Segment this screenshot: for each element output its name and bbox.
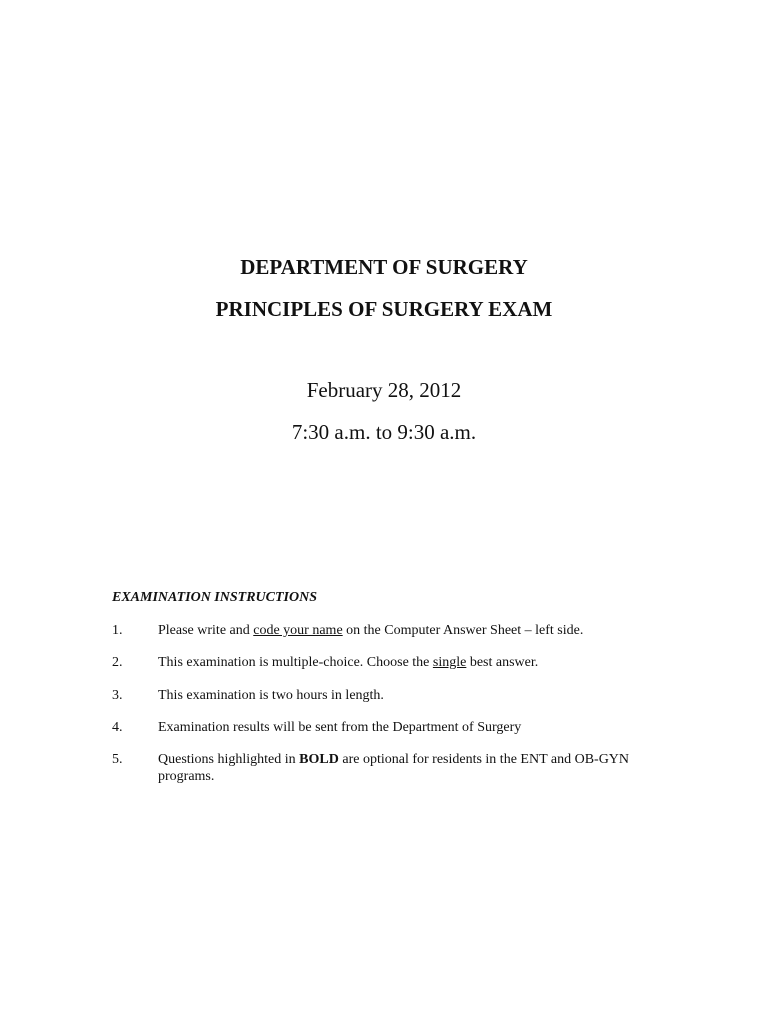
instruction-number: 3.	[112, 688, 123, 703]
instruction-text-part: Please write and	[158, 623, 254, 638]
instruction-text-part: are optional for residents in the ENT and OB-GYN programs.	[158, 752, 630, 784]
underlined-emphasis: single	[432, 655, 467, 670]
instruction-item-1	[112, 622, 652, 639]
instruction-number: 1.	[112, 623, 123, 638]
instruction-number: 2.	[112, 655, 123, 670]
exam-title: PRINCIPLES OF SURGERY EXAM	[215, 297, 553, 321]
instruction-text-part: best answer.	[466, 655, 539, 670]
exam-time: 7:30 a.m. to 9:30 a.m.	[291, 420, 477, 444]
instruction-item-5	[112, 751, 652, 785]
instruction-text	[158, 622, 652, 639]
instructions-heading: EXAMINATION INSTRUCTIONS	[112, 590, 317, 605]
instruction-item-2	[112, 654, 652, 671]
instruction-number: 4.	[112, 720, 123, 735]
underlined-emphasis: code your name	[253, 623, 343, 638]
instruction-text	[158, 654, 652, 671]
instruction-item-3	[112, 687, 652, 704]
exam-date: February 28, 2012	[306, 378, 462, 402]
instruction-text-part: Questions highlighted in	[158, 752, 300, 767]
instruction-text	[158, 751, 652, 785]
instruction-text-part: on the Computer Answer Sheet – left side.	[342, 623, 584, 638]
instruction-item-4	[112, 719, 652, 736]
instruction-text: Examination results will be sent from the Department of Surgery	[158, 720, 522, 735]
department-title: DEPARTMENT OF SURGERY	[240, 255, 528, 279]
bold-emphasis: BOLD	[299, 752, 339, 767]
instruction-text-part: This examination is multiple-choice. Choose the	[158, 655, 433, 670]
instruction-number: 5.	[112, 752, 123, 767]
instruction-text: This examination is two hours in length.	[158, 688, 384, 703]
